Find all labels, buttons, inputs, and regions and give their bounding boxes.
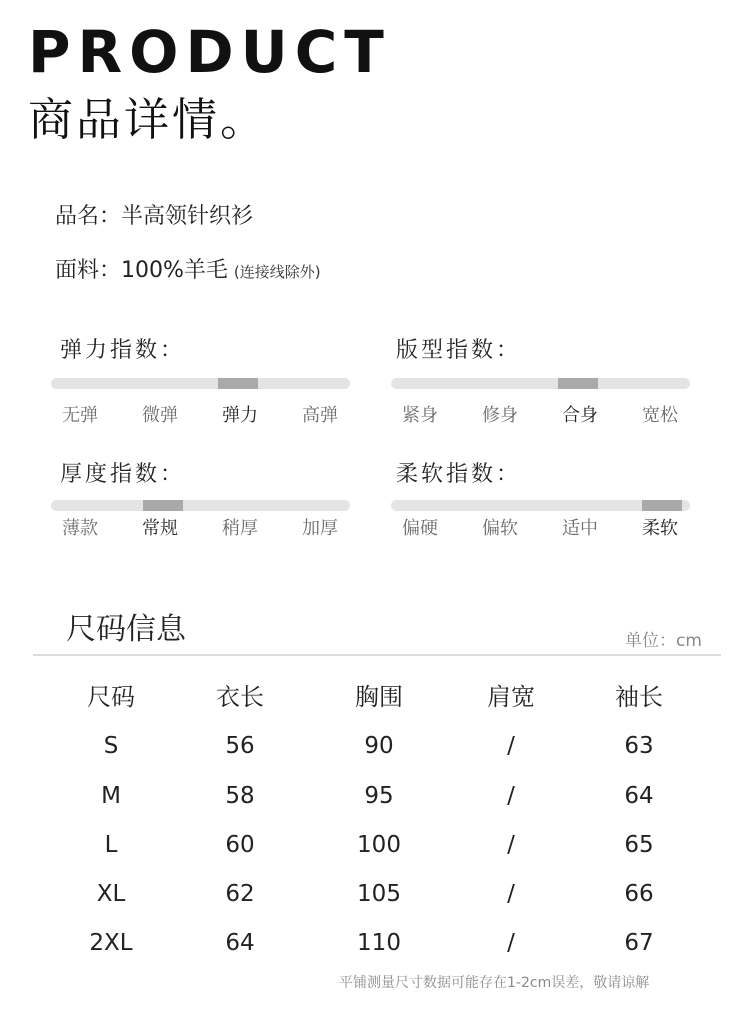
measurement-footnote: 平铺测量尺寸数据可能存在1-2cm误差，敬请谅解 (339, 975, 650, 991)
table-cell: 58 (225, 783, 255, 809)
elasticity-index-title: 弹力指数： (60, 338, 186, 363)
size-unit-label: 单位：cm (625, 631, 702, 651)
table-cell: 64 (225, 930, 255, 956)
softness-option: 适中 (562, 518, 598, 539)
thickness-index-indicator (143, 500, 183, 511)
header-title-cn: 商品详情。 (28, 93, 269, 146)
thickness-option: 稍厚 (222, 518, 258, 539)
table-cell: 62 (225, 881, 255, 907)
size-info-title: 尺码信息 (66, 612, 186, 647)
fit-index-bar (391, 378, 690, 389)
elasticity-option: 弹力 (222, 405, 258, 426)
table-cell: 65 (624, 832, 654, 858)
product-name-row (55, 202, 253, 232)
elasticity-option: 微弹 (142, 405, 178, 426)
product-name-value: 半高领针织衫 (121, 204, 254, 229)
softness-option: 偏软 (482, 518, 518, 539)
table-cell: S (103, 733, 119, 759)
product-name-label: 品名： (55, 204, 122, 229)
fabric-value: 100%羊毛 (121, 258, 228, 283)
softness-option: 柔软 (642, 518, 678, 539)
fit-option: 修身 (482, 405, 518, 426)
size-divider (33, 654, 721, 656)
fit-option: 宽松 (642, 405, 678, 426)
fit-index-indicator (558, 378, 598, 389)
thickness-option: 加厚 (302, 518, 338, 539)
table-header-size: 尺码 (87, 683, 135, 711)
table-cell: / (507, 832, 515, 858)
thickness-index-bar (51, 500, 350, 511)
thickness-option: 薄款 (62, 518, 98, 539)
table-cell: M (101, 783, 121, 809)
elasticity-option: 无弹 (62, 405, 98, 426)
table-cell: / (507, 881, 515, 907)
table-cell: 105 (357, 881, 401, 907)
table-cell: 95 (364, 783, 394, 809)
table-cell: 63 (624, 733, 654, 759)
softness-index-bar (391, 500, 690, 511)
thickness-index-title: 厚度指数： (60, 462, 186, 487)
table-cell: / (507, 733, 515, 759)
table-cell: 66 (624, 881, 654, 907)
table-cell: 90 (364, 733, 394, 759)
table-cell: 2XL (89, 930, 133, 956)
table-cell: 56 (225, 733, 255, 759)
table-cell: L (104, 832, 118, 858)
fit-index-title: 版型指数： (396, 338, 522, 363)
table-header-sleeve: 袖长 (615, 683, 663, 711)
table-header-shoulder: 肩宽 (487, 683, 535, 711)
table-cell: / (507, 930, 515, 956)
elasticity-option: 高弹 (302, 405, 338, 426)
softness-index-indicator (642, 500, 682, 511)
softness-option: 偏硬 (402, 518, 438, 539)
table-cell: 60 (225, 832, 255, 858)
table-cell: 64 (624, 783, 654, 809)
table-cell: / (507, 783, 515, 809)
table-cell: 67 (624, 930, 654, 956)
table-header-length: 衣长 (216, 683, 264, 711)
table-cell: 110 (357, 930, 401, 956)
fabric-label: 面料： (55, 258, 122, 283)
fabric-note: (连接线除外) (233, 263, 321, 281)
elasticity-index-indicator (218, 378, 258, 389)
fit-option: 紧身 (402, 405, 438, 426)
softness-index-title: 柔软指数： (396, 462, 522, 487)
header-title-en: PRODUCT (28, 18, 391, 86)
table-header-chest: 胸围 (355, 683, 403, 711)
table-cell: XL (96, 881, 126, 907)
fit-option: 合身 (562, 405, 598, 426)
thickness-option: 常规 (142, 518, 178, 539)
elasticity-index-bar (51, 378, 350, 389)
fabric-row (55, 256, 321, 287)
table-cell: 100 (357, 832, 401, 858)
